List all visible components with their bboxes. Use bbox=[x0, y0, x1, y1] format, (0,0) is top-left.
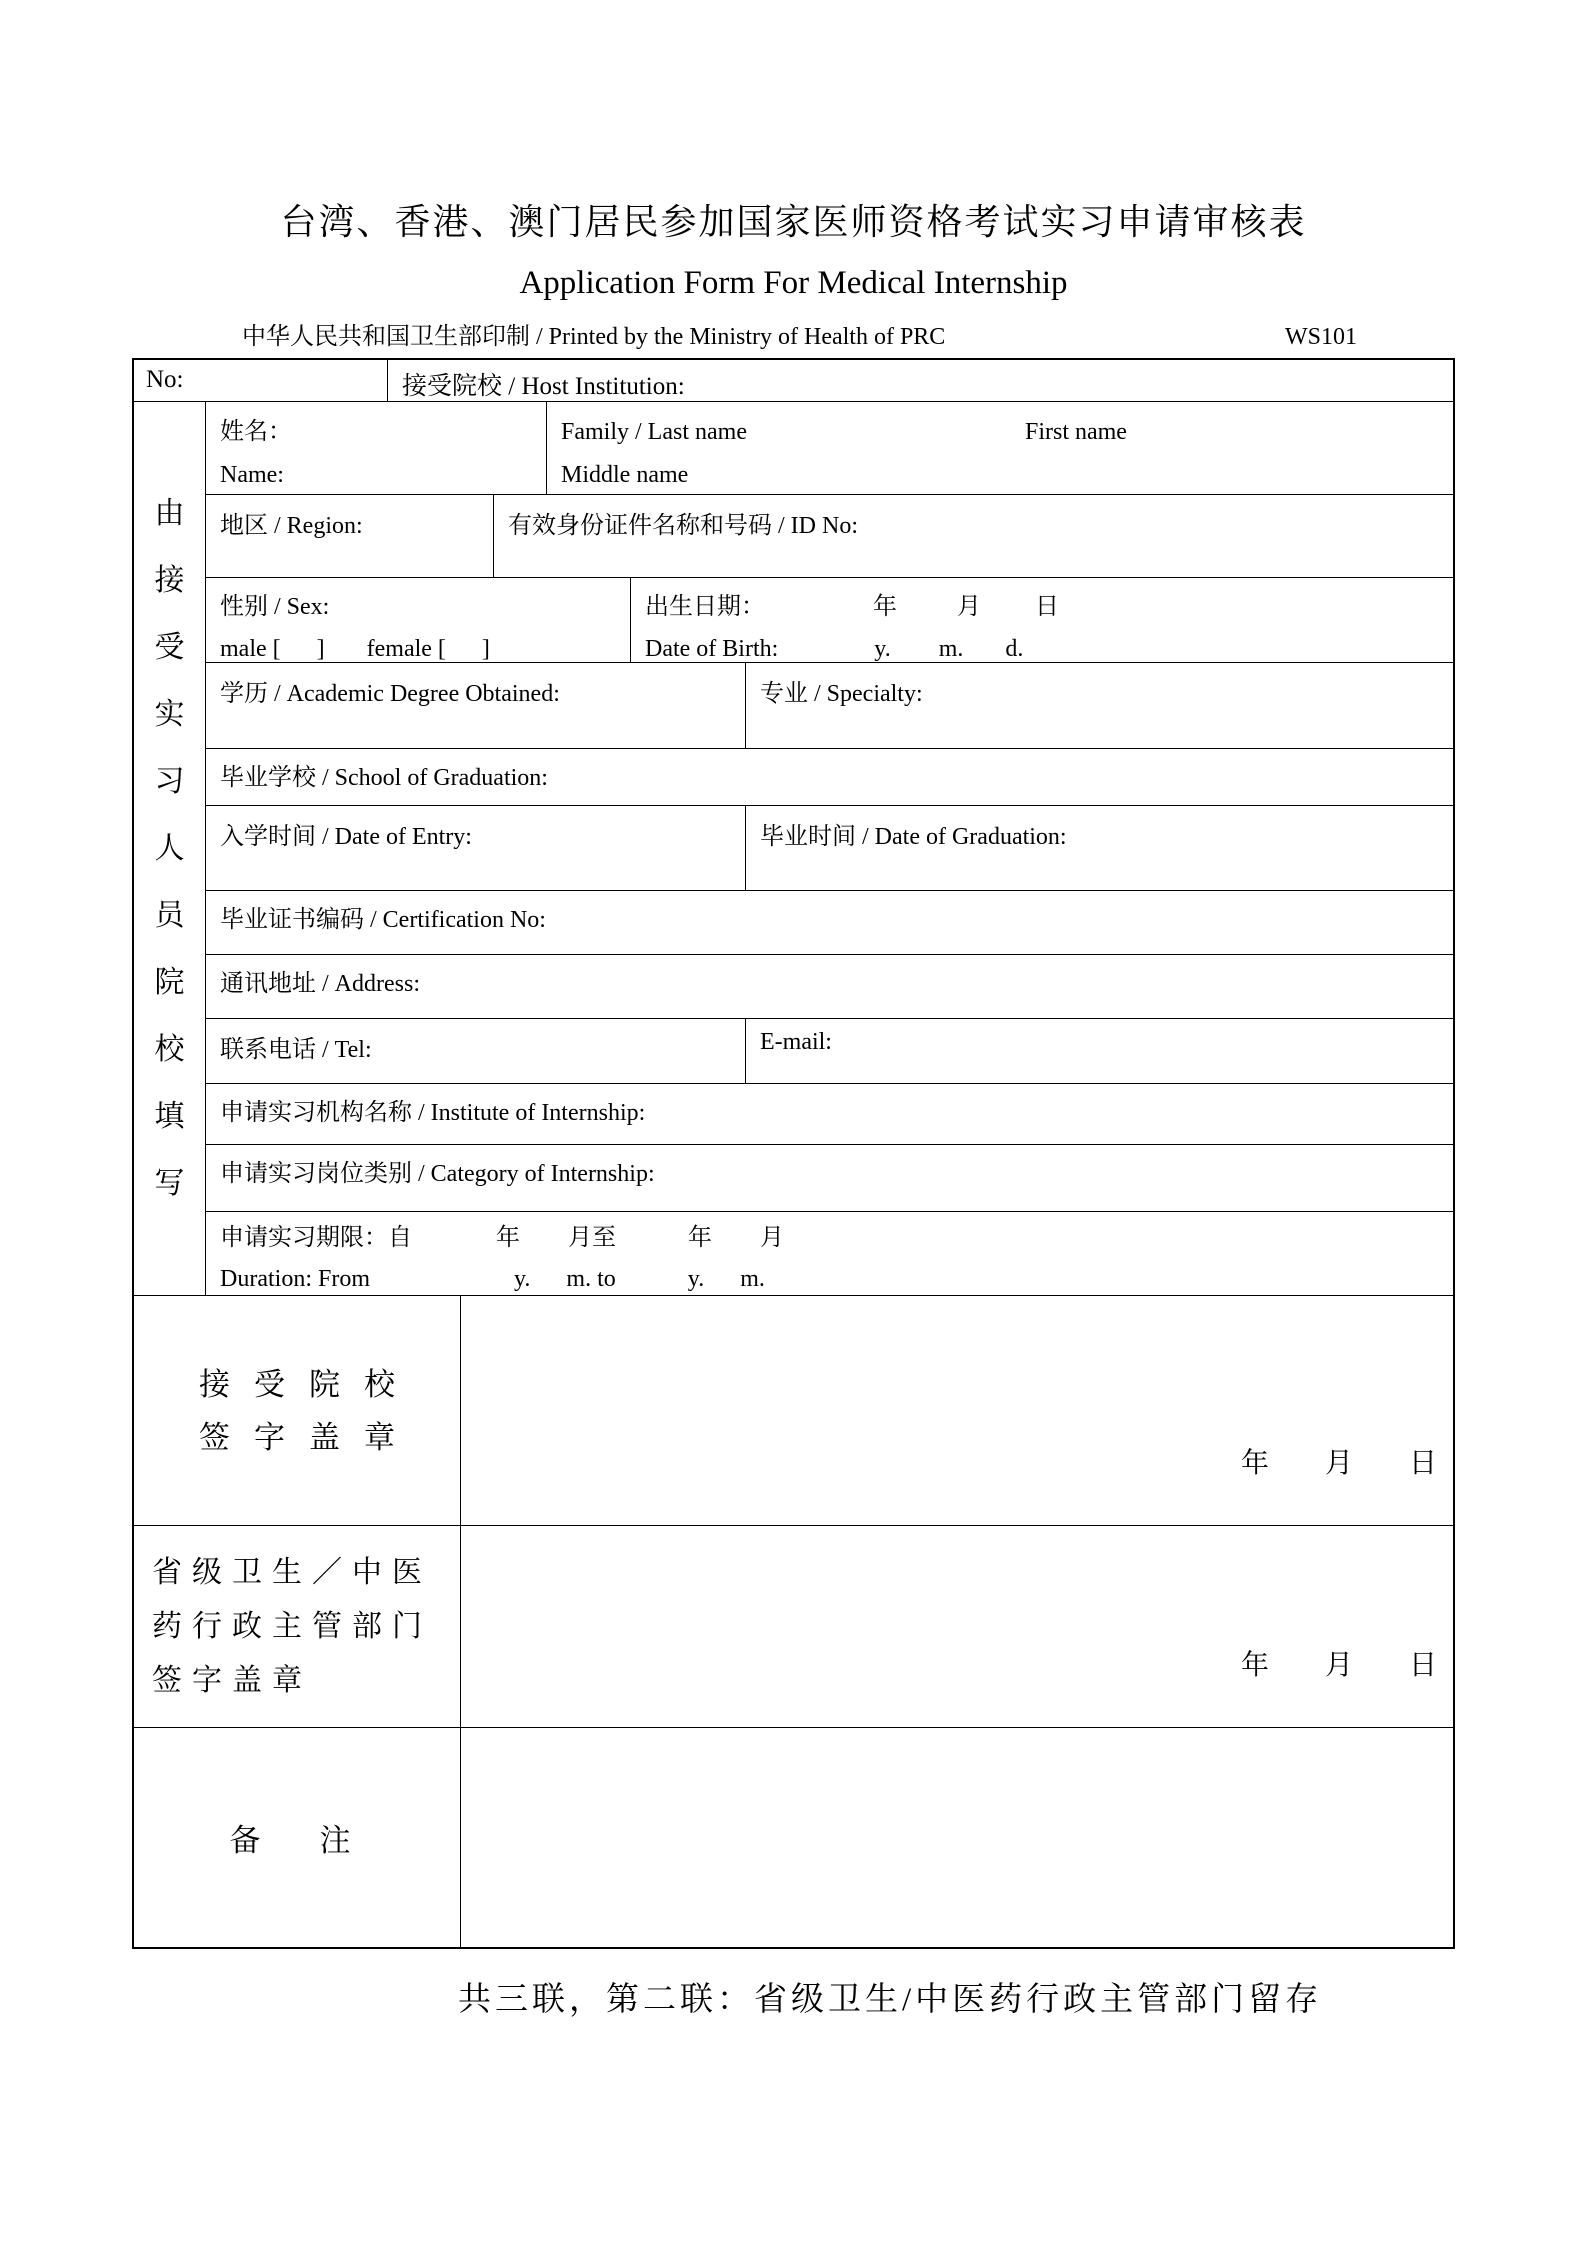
date-of-entry-label: 入学时间 / Date of Entry: bbox=[220, 824, 472, 850]
address-label: 通讯地址 / Address: bbox=[220, 971, 420, 997]
school-of-graduation-label: 毕业学校 / School of Graduation: bbox=[220, 765, 548, 791]
sex-birth-row bbox=[206, 577, 1453, 662]
form-code-label: WS101 bbox=[1285, 324, 1357, 350]
application-table bbox=[132, 358, 1455, 1949]
remarks-label: 备 注 bbox=[229, 1823, 365, 1858]
address-row bbox=[206, 954, 1453, 1018]
family-last-name-label: Family / Last name bbox=[561, 419, 747, 445]
specialty-label: 专业 / Specialty: bbox=[745, 663, 1453, 748]
provincial-signature-label bbox=[134, 1526, 460, 1727]
provincial-signature-area bbox=[460, 1526, 1453, 1727]
remarks-row bbox=[134, 1727, 1453, 1947]
side-note-filled-by-institution: 由接受实习人员院校填写 bbox=[154, 497, 185, 1200]
date-of-graduation-label: 毕业时间 / Date of Graduation: bbox=[745, 806, 1453, 890]
degree-specialty-row bbox=[206, 662, 1453, 748]
host-institution-label: 接受院校 / Host Institution: bbox=[387, 360, 1453, 401]
host-institution-signature-row bbox=[134, 1295, 1453, 1525]
certification-number-row bbox=[206, 890, 1453, 954]
sex-field bbox=[206, 578, 630, 662]
remarks-area bbox=[460, 1728, 1453, 1947]
copy-distribution-note: 共三联，第二联：省级卫生/中医药行政主管部门留存 bbox=[458, 1982, 1323, 2018]
name-field bbox=[546, 402, 1453, 494]
date-of-birth-cn: 出生日期： 年 月 日 bbox=[645, 594, 1059, 620]
entry-graduation-dates-row bbox=[206, 805, 1453, 890]
certification-number-label: 毕业证书编码 / Certification No: bbox=[220, 907, 546, 933]
applicant-info-band bbox=[134, 401, 1453, 1295]
academic-degree-label: 学历 / Academic Degree Obtained: bbox=[220, 681, 560, 707]
form-title-chinese: 台湾、香港、澳门居民参加国家医师资格考试实习申请审核表 bbox=[280, 202, 1307, 242]
tel-email-row bbox=[206, 1018, 1453, 1083]
date-of-birth-en: Date of Birth: y. m. d. bbox=[645, 636, 1024, 662]
provincial-signature-label-line3: 签字盖章 bbox=[152, 1663, 312, 1697]
remarks-label-cell bbox=[134, 1728, 460, 1947]
printed-by-row bbox=[132, 316, 1455, 351]
form-number-label: No: bbox=[146, 366, 184, 393]
duration-en: Duration: From y. m. to y. m. bbox=[220, 1266, 765, 1292]
category-of-internship-label: 申请实习岗位类别 / Category of Internship: bbox=[220, 1161, 655, 1187]
provincial-signature-label-line2: 药行政主管部门 bbox=[152, 1609, 432, 1643]
name-label-cn: 姓名： bbox=[220, 419, 292, 445]
institute-of-internship-label: 申请实习机构名称 / Institute of Internship: bbox=[220, 1100, 646, 1126]
first-name-label: First name bbox=[1024, 419, 1127, 445]
form-title-english: Application Form For Medical Internship bbox=[519, 265, 1068, 301]
school-of-graduation-row bbox=[206, 748, 1453, 805]
host-signature-label bbox=[134, 1296, 460, 1525]
printed-by-label: 中华人民共和国卫生部印制 / Printed by the Ministry of Health of PRC bbox=[242, 324, 946, 350]
provincial-authority-signature-row bbox=[134, 1525, 1453, 1727]
email-label: E-mail: bbox=[745, 1019, 1453, 1083]
side-note-strip bbox=[134, 402, 206, 1295]
provincial-signature-date: 年 月 日 bbox=[1240, 1650, 1437, 1681]
id-number-label: 有效身份证件名称和号码 / ID No: bbox=[493, 495, 1453, 577]
host-signature-label-line1: 接受院校 bbox=[199, 1366, 419, 1402]
region-row bbox=[206, 494, 1453, 577]
date-of-birth-field bbox=[630, 578, 1453, 662]
host-signature-area bbox=[460, 1296, 1453, 1525]
duration-cn: 申请实习期限：自 年 月至 年 月 bbox=[220, 1225, 784, 1251]
form-number-row bbox=[134, 360, 1453, 401]
sex-label: 性别 / Sex: bbox=[220, 594, 330, 620]
duration-field bbox=[206, 1212, 1453, 1295]
host-signature-date: 年 月 日 bbox=[1240, 1448, 1437, 1479]
applicant-info-rows bbox=[206, 402, 1453, 1295]
telephone-label: 联系电话 / Tel: bbox=[220, 1037, 372, 1063]
provincial-signature-label-line1: 省级卫生／中医 bbox=[152, 1555, 432, 1589]
name-field-line1 bbox=[561, 411, 1445, 454]
institute-of-internship-row bbox=[206, 1083, 1453, 1144]
middle-name-label: Middle name bbox=[561, 462, 689, 488]
host-signature-label-line2: 签字盖章 bbox=[199, 1419, 419, 1455]
name-label bbox=[206, 402, 546, 494]
name-row bbox=[206, 402, 1453, 494]
region-label: 地区 / Region: bbox=[220, 513, 363, 539]
sex-checkboxes: male [ ] female [ ] bbox=[220, 636, 490, 662]
duration-row bbox=[206, 1211, 1453, 1295]
name-label-en: Name: bbox=[220, 462, 284, 488]
category-of-internship-row bbox=[206, 1144, 1453, 1211]
